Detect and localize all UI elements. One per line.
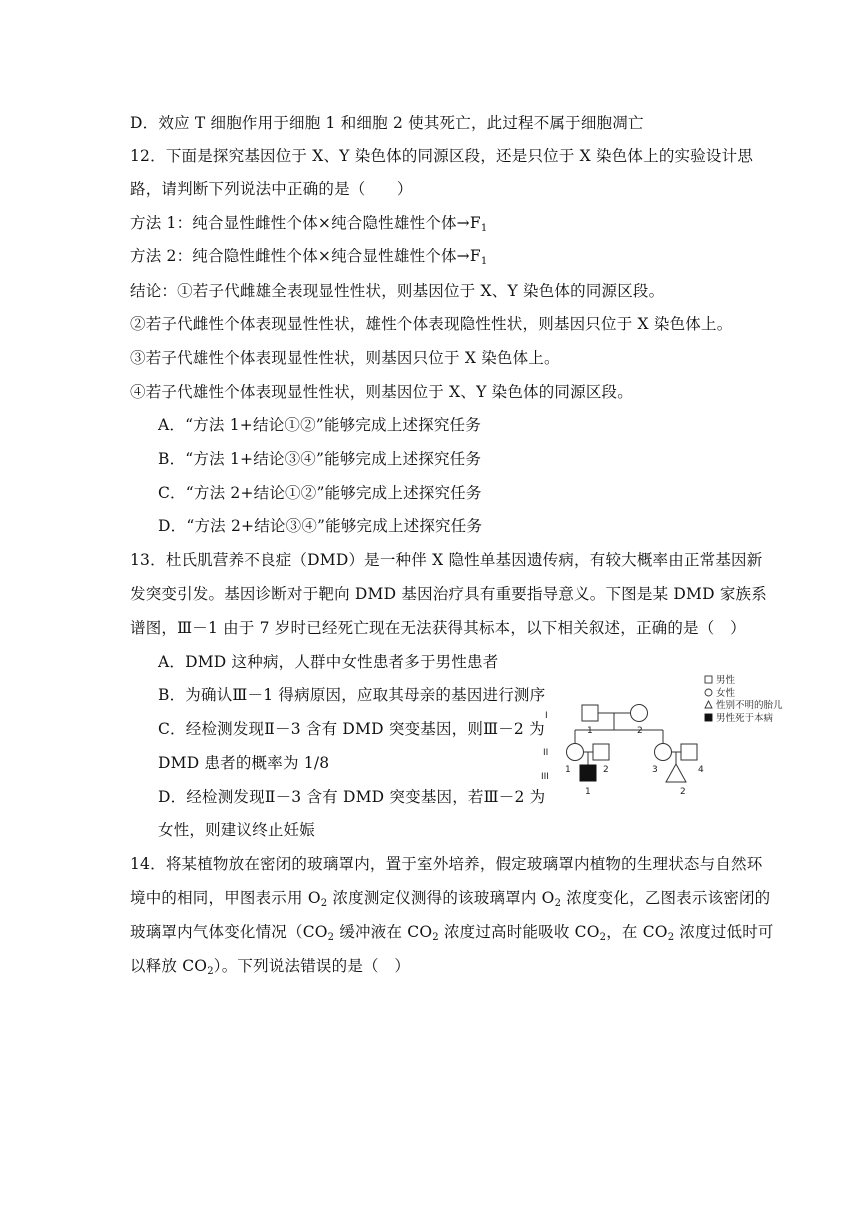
gen-label-3: III <box>541 772 549 782</box>
dmd-pedigree-chart <box>535 672 795 802</box>
legend-male-label: 男性 <box>716 675 736 686</box>
pedigree-II4-male <box>681 744 697 760</box>
q12-conclusion-1: 结论：①若子代雌雄全表现显性性状，则基因位于 X、Y 染色体的同源区段。 <box>130 282 665 300</box>
q12-conclusion-4: ④若子代雄性个体表现显性性状，则基因位于 X、Y 染色体的同源区段。 <box>130 383 633 401</box>
pedigree-II1-female <box>567 744 584 761</box>
q12-method-1: 方法 1：纯合显性雌性个体×纯合隐性雄性个体$\to F_1$ <box>130 214 488 234</box>
q13-option-d-2: 女性，则建议终止妊娠 <box>158 821 316 839</box>
q12-option-d: D．“方法 2+结论③④”能够完成上述探究任务 <box>158 517 483 535</box>
q12-option-b: B．“方法 1+结论③④”能够完成上述探究任务 <box>158 450 482 468</box>
q12-option-c: C．“方法 2+结论①②”能够完成上述探究任务 <box>158 484 482 502</box>
id-II4: 4 <box>698 765 704 775</box>
legend-unknown-sex-label: 性别不明的胎儿 <box>716 700 783 711</box>
q13-stem-3: 谱图，Ⅲ－1 由于 7 岁时已经死亡现在无法获得其标本，以下相关叙述，正确的是（ ） <box>130 619 746 637</box>
legend-female-label: 女性 <box>716 688 736 699</box>
q13-option-c-2: DMD 患者的概率为 1/8 <box>158 754 330 772</box>
q13-stem-2: 发突变引发。基因诊断对于靶向 DMD 基因治疗具有重要指导意义。下图是某 DMD 家族系 <box>130 585 767 603</box>
q12-conclusion-3: ③若子代雄性个体表现显性性状，则基因只位于 X 染色体上。 <box>130 349 560 367</box>
pedigree-II2-male <box>593 744 609 760</box>
q13-option-a: A．DMD 这种病，人群中女性患者多于男性患者 <box>158 653 499 671</box>
id-III1: 1 <box>585 787 591 797</box>
pedigree-I2-female <box>631 705 648 722</box>
pedigree-II3-female <box>655 744 672 761</box>
id-III2: 2 <box>680 787 686 797</box>
q12-stem-1: 12．下面是探究基因位于 X、Y 染色体的同源区段，还是只位于 X 染色体上的实验设计思 <box>130 147 754 165</box>
legend-affected-male-label: 男性死于本病 <box>716 713 774 724</box>
pedigree-I1-male <box>582 705 598 721</box>
gen-label-2: II <box>543 748 549 758</box>
q13-option-b: B．为确认Ⅲ－1 得病原因，应取其母亲的基因进行测序 <box>158 686 546 704</box>
q14-stem-1: 14．将某植物放在密闭的玻璃罩内，置于室外培养，假定玻璃罩内植物的生理状态与自然环 <box>130 855 763 873</box>
id-II2: 2 <box>603 765 609 775</box>
gen-label-1: I <box>545 711 548 721</box>
q12-stem-2: 路，请判断下列说法中正确的是（ ） <box>130 180 413 198</box>
id-I1: 1 <box>587 726 593 736</box>
id-II3: 3 <box>652 765 658 775</box>
q11-option-d: D．效应 T 细胞作用于细胞 1 和细胞 2 使其死亡，此过程不属于细胞凋亡 <box>130 114 644 132</box>
q14-stem-3: 玻璃罩内气体变化情况（$CO_2$ 缓冲液在 $CO_2$ 浓度过高时能吸收 $CO_2$，在 $CO_2$ 浓度过低时可 <box>130 923 774 943</box>
id-I2: 2 <box>637 726 643 736</box>
q12-conclusion-2: ②若子代雌性个体表现显性性状，雄性个体表现隐性性状，则基因只位于 X 染色体上。 <box>130 315 733 333</box>
q12-option-a: A．“方法 1+结论①②”能够完成上述探究任务 <box>158 416 481 434</box>
id-II1: 1 <box>565 765 571 775</box>
q13-stem-1: 13．杜氏肌营养不良症（DMD）是一种伴 X 隐性单基因遗传病，有较大概率由正常基因新 <box>130 551 763 569</box>
q14-stem-2: 境中的相同，甲图表示用 $O_2$ 浓度测定仪测得的该玻璃罩内 $O_2$ 浓度变化，乙图表示该密闭的 <box>130 889 771 909</box>
q12-method-2: 方法 2：纯合隐性雌性个体×纯合显性雄性个体$\to F_1$ <box>130 247 488 267</box>
legend-unknown-sex-icon <box>705 701 712 708</box>
legend-affected-male-icon <box>705 714 712 721</box>
q13-option-c-1: C．经检测发现Ⅱ－3 含有 DMD 突变基因，则Ⅲ－2 为 <box>158 720 545 738</box>
pedigree-III1-affected-male <box>580 765 596 781</box>
legend-female-icon <box>705 689 712 696</box>
q14-stem-4: 以释放 $CO_2$）。下列说法错误的是（ ） <box>130 957 411 977</box>
pedigree-III2-fetus <box>666 764 686 782</box>
q13-option-d-1: D．经检测发现Ⅱ－3 含有 DMD 突变基因，若Ⅲ－2 为 <box>158 788 546 806</box>
legend-male-icon <box>705 676 712 683</box>
